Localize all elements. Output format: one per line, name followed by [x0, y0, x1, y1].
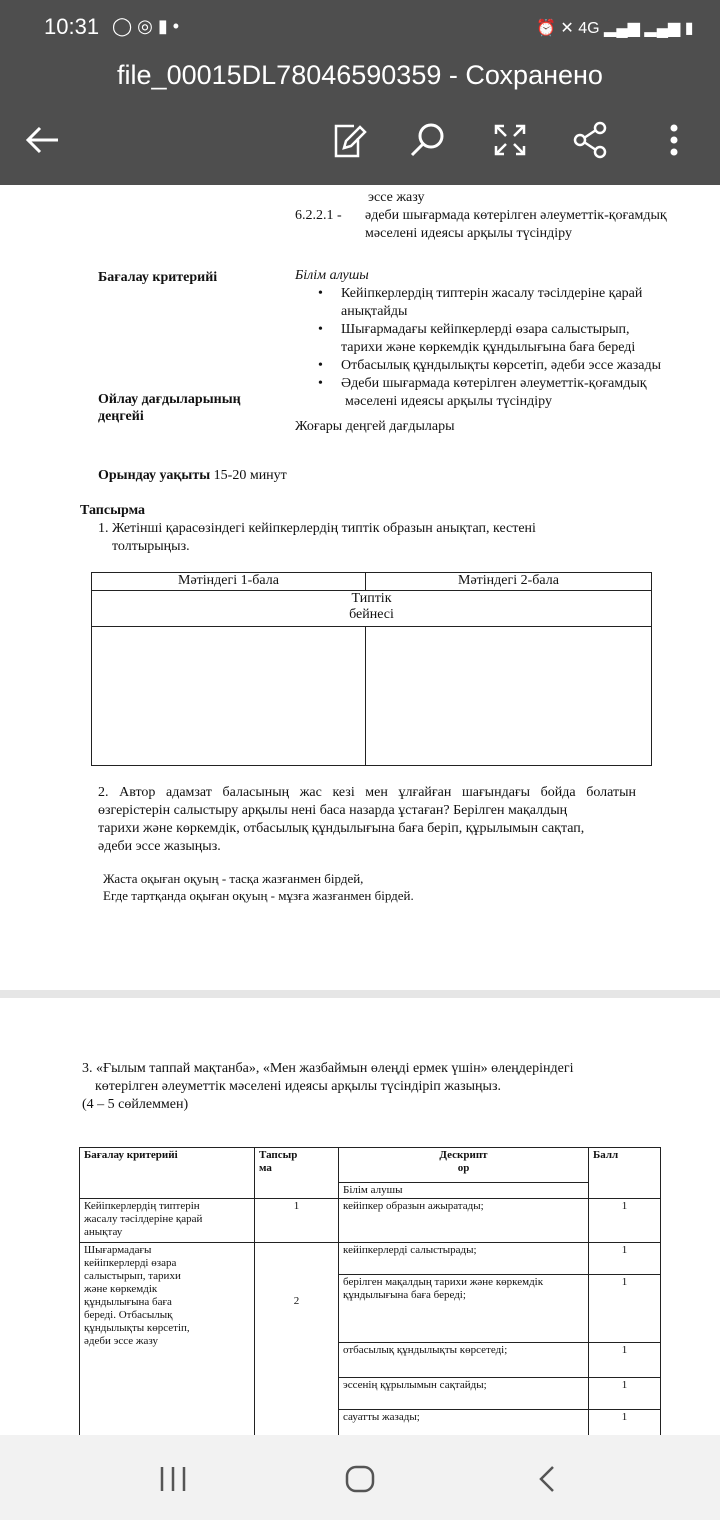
proverb-line: Жаста оқыған оқуың - тасқа жазғанмен бірдей,	[103, 871, 364, 886]
task2-text: әдеби эссе жазыңыз.	[98, 839, 221, 854]
share-icon[interactable]	[568, 118, 612, 162]
empty-cell[interactable]	[366, 627, 652, 766]
rubric-table	[79, 1147, 661, 1435]
notification-icons: ◯ ◎ ▮ •	[112, 16, 180, 36]
row-label: Типтік бейнесі	[92, 591, 652, 627]
thinking-label: деңгейі	[98, 409, 144, 424]
score-cell: 1	[589, 1378, 661, 1410]
task-heading: Тапсырма	[80, 503, 146, 518]
system-nav-bar	[0, 1435, 720, 1520]
score-cell: 1	[589, 1343, 661, 1378]
column-header: Мәтіндегі 1-бала	[92, 573, 366, 591]
task3-text: көтерілген әлеуметтік мәселені идеясы арқылы түсіндіріп жазыңыз.	[95, 1079, 501, 1094]
text-line: мәселені идеясы арқылы түсіндіру	[365, 226, 572, 241]
system-icons: ⏰ ✕ 4G ▂▄▆ ▂▄▆ ▮	[536, 20, 694, 37]
status-time: 10:31	[44, 14, 100, 39]
descriptor-cell: сауатты жазады;	[339, 1410, 589, 1436]
criteria-label: Бағалау критерийі	[98, 270, 218, 285]
criteria-cell: Кейіпкерлердің типтерін жасалу тәсілдеріне қарай анықтау	[80, 1199, 255, 1243]
time-value: 15-20 минут	[213, 468, 287, 483]
task-cell: 1	[255, 1199, 339, 1243]
task-cell: 2	[255, 1243, 339, 1436]
descriptor-cell: эссенің құрылымын сақтайды;	[339, 1378, 589, 1410]
document-title: file_00015DL78046590359 - Сохранено	[117, 60, 603, 90]
criteria-item: анықтайды	[341, 304, 408, 319]
proverb-line: Егде тартқанда оқыған оқуың - мұзға жазғанмен бірдей.	[103, 888, 414, 903]
descriptor-cell: кейіпкерлерді салыстырады;	[339, 1243, 589, 1275]
rubric-header: Балл	[589, 1148, 661, 1199]
home-icon[interactable]	[344, 1464, 376, 1494]
criteria-item: мәселені идеясы арқылы түсіндіру	[345, 394, 552, 409]
back-icon[interactable]	[536, 1464, 558, 1494]
rubric-header: Дескрипт ор	[339, 1148, 589, 1183]
descriptor-cell: берілген мақалдың тарихи және көркемдік құндылығына баға береді;	[339, 1275, 589, 1343]
search-icon[interactable]	[406, 118, 450, 162]
rubric-header: Бағалау критерийі	[80, 1148, 255, 1199]
text-line: әдеби шығармада көтерілген әлеуметтік-қоғамдық	[365, 208, 667, 223]
criteria-intro: Білім алушы	[295, 268, 369, 283]
thinking-label: Ойлау дағдыларының	[98, 392, 241, 407]
fullscreen-icon[interactable]	[488, 118, 532, 162]
criteria-item: Әдеби шығармада көтерілген әлеуметтік-қоғамдық	[341, 376, 647, 391]
document-page-2	[0, 998, 720, 1435]
app-header	[0, 0, 720, 185]
criteria-cell: Шығармадағы кейіпкерлерді өзара салыстырып, тарихи және көркемдік құндылығына баға береді. Отбасылық құндылықты көрсетіп, әдеби эссе жазу	[80, 1243, 255, 1436]
task3-text: 3. «Ғылым таппай мақтанба», «Мен жазбаймын өлеңді ермек үшін» өлеңдеріндегі	[82, 1061, 574, 1076]
thinking-value: Жоғары деңгей дағдылары	[295, 419, 455, 434]
recent-apps-icon[interactable]	[158, 1465, 188, 1493]
criteria-item: Шығармадағы кейіпкерлерді өзара салыстырып,	[341, 322, 630, 337]
task2-text: өзгерістерін салыстыру арқылы нені баса назарда ұстаған? Берілген мақалдың	[98, 803, 568, 818]
task3-text: (4 – 5 сөйлеммен)	[82, 1097, 189, 1112]
task1-text: толтырыңыз.	[112, 539, 190, 554]
task1-text: 1. Жетінші қарасөзіндегі кейіпкерлердің типтік образын анықтап, кестені	[98, 521, 536, 536]
character-table	[91, 572, 652, 766]
time-label: Орындау уақыты	[98, 468, 211, 483]
empty-cell[interactable]	[92, 627, 366, 766]
network-label: 4G	[578, 20, 600, 37]
back-arrow-icon[interactable]	[20, 118, 64, 162]
descriptor-cell: кейіпкер образын ажыратады;	[339, 1199, 589, 1243]
criteria-item: тарихи және көркемдік құндылығына баға береді	[341, 340, 636, 355]
column-header: Мәтіндегі 2-бала	[366, 573, 652, 591]
edit-icon[interactable]	[326, 118, 370, 162]
rubric-subheader: Білім алушы	[339, 1183, 589, 1199]
rubric-header: Тапсыр ма	[255, 1148, 339, 1199]
text-line: эссе жазу	[368, 190, 425, 205]
score-cell: 1	[589, 1243, 661, 1275]
criteria-item: Кейіпкерлердің типтерін жасалу тәсілдеріне қарай	[341, 286, 643, 301]
task2-text: 2. Автор адамзат баласының жас кезі мен ұлғайған шағындағы бойда болатын	[98, 785, 636, 800]
descriptor-cell: отбасылық құндылықты көрсетеді;	[339, 1343, 589, 1378]
score-cell: 1	[589, 1275, 661, 1343]
document-page-1: эссе жазу 6.2.2.1 - әдеби шығармада көтерілген әлеуметтік-қоғамдық мәселені идеясы арқылы түсіндіру Бағалау критерийі Білім алушы • Кейіпкерлердің типтерін жасалу тәсілдеріне қарай анықтайды • Шығармадағы кейіпкерлерді өзара салыстырып, тарихи және көркемдік құндылығына баға береді • Отбасылық құндылықты көрсетіп, әдеби эссе жазады • Әдеби шығармада көтерілген әлеуметтік-қоғамдық мәселені идеясы арқылы түсіндіру Ойлау дағдыларының деңгейі Жоғары деңгей дағдылары Орындау уақыты 15-20 минут Тапсырма 1. Жетінші қарасөзіндегі кейіпкерлердің типтік образын анықтап, кестені толтырыңыз. Мәтіндегі 1-бала Мәтіндегі 2-бала Типтік бейнесі 2. Автор адамзат баласының жас кезі мен ұлғайған шағындағы бойда болатын өзгерістерін салыстыру арқылы нені баса назарда ұстаған? Берілген мақалдың тарихи және көркемдік, отбасылық құндылығына баға беріп, құрылымын сақтап, әдеби эссе жазыңыз. Жаста оқыған оқуың - тасқа жазғанмен бірдей, Егде тартқанда оқыған оқуың - мұзға жазғанмен бірдей.	[0, 185, 720, 990]
criteria-item: Отбасылық құндылықты көрсетіп, әдеби эссе жазады	[341, 358, 661, 373]
more-options-icon[interactable]	[652, 118, 696, 162]
task2-text: тарихи және көркемдік, отбасылық құндылығына баға беріп, құрылымын сақтап,	[98, 821, 585, 836]
score-cell: 1	[589, 1199, 661, 1243]
score-cell: 1	[589, 1410, 661, 1436]
objective-code: 6.2.2.1 -	[295, 208, 342, 223]
